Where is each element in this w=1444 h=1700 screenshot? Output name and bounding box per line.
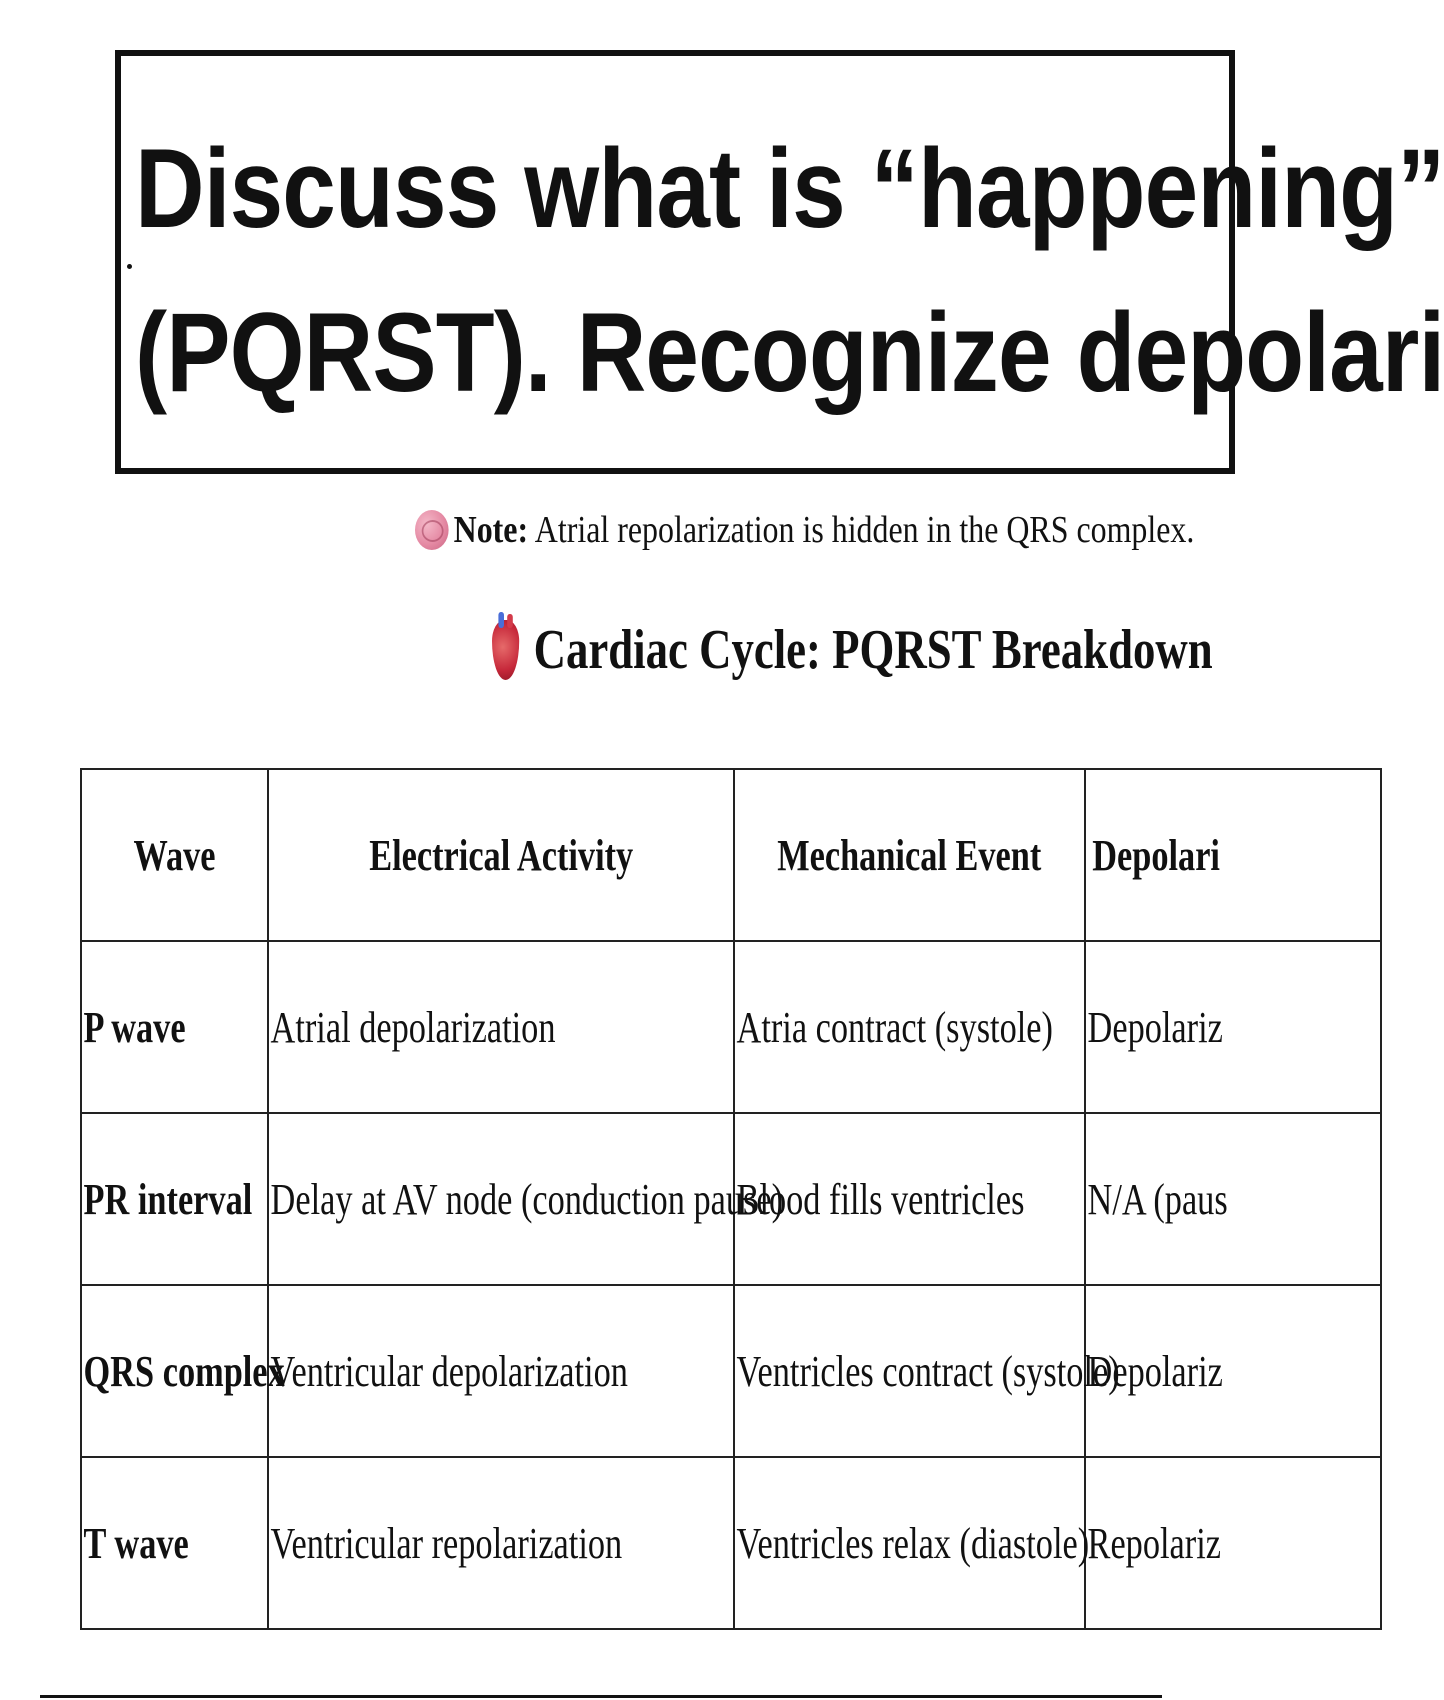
table-cell: Depolariz [1085, 941, 1381, 1113]
table-cell: PR interval [81, 1113, 268, 1285]
anatomical-heart-icon [492, 620, 519, 680]
table-cell: Atrial depolarization [268, 941, 734, 1113]
table-header-row [81, 769, 1381, 941]
table-cell: Delay at AV node (conduction pause) [268, 1113, 734, 1285]
table-cell: Ventricular depolarization [268, 1285, 734, 1457]
note [415, 508, 1194, 552]
table-row [81, 941, 1381, 1113]
header-depolarization: Depolari [1085, 769, 1381, 941]
title-box [115, 50, 1444, 474]
note-text: Atrial repolarization is hidden in the QRS complex. [534, 509, 1195, 551]
title-dot [127, 264, 132, 269]
section-heading [492, 618, 1213, 682]
header-wave: Wave [81, 769, 268, 941]
table-row [81, 1457, 1381, 1629]
table-row [81, 1113, 1381, 1285]
section-heading-text: Cardiac Cycle: PQRST Breakdown [533, 619, 1213, 681]
table-cell: N/A (paus [1085, 1113, 1381, 1285]
title-line-2: (PQRST). Recognize depolari [135, 290, 1444, 415]
brain-icon [415, 510, 449, 550]
table-row [81, 1285, 1381, 1457]
table-cell: Atria contract (systole) [734, 941, 1085, 1113]
title-line-1: Discuss what is “happening” [135, 126, 1444, 251]
table-cell: Depolariz [1085, 1285, 1381, 1457]
table-cell: Ventricular repolarization [268, 1457, 734, 1629]
table-cell: Ventricles contract (systole) [734, 1285, 1085, 1457]
table-cell: Repolariz [1085, 1457, 1381, 1629]
table-cell: P wave [81, 941, 268, 1113]
header-mechanical-event: Mechanical Event [734, 769, 1085, 941]
table-cell: Blood fills ventricles [734, 1113, 1085, 1285]
table-cell: QRS complex [81, 1285, 268, 1457]
note-label: Note: [453, 509, 529, 551]
table-cell: Ventricles relax (diastole) [734, 1457, 1085, 1629]
bottom-rule [40, 1695, 1162, 1698]
header-electrical-activity: Electrical Activity [268, 769, 734, 941]
pqrst-table-wrap [80, 768, 1228, 1628]
pqrst-table [80, 768, 1382, 1630]
table-cell: T wave [81, 1457, 268, 1629]
